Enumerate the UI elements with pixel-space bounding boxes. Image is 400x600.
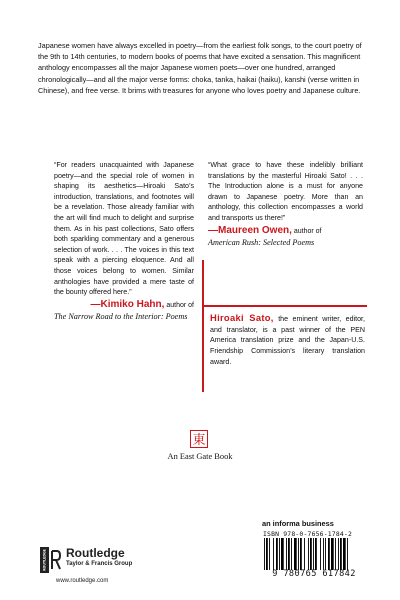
publisher-url[interactable]: www.routledge.com [56, 578, 109, 584]
publisher-name: Routledge [66, 546, 125, 560]
blurb-right-book: American Rush: Selected Poems [208, 237, 315, 247]
blurb-right-attribution [208, 225, 363, 248]
blurb-left-attribution [54, 299, 194, 322]
blurb-left-name: —Kimiko Hahn, [90, 298, 165, 310]
blurb-right [208, 160, 363, 248]
barcode-digits: 9 780765 617842 [272, 569, 356, 579]
barcode-icon [263, 538, 369, 570]
blurb-left [54, 160, 194, 322]
blurb-right-quote: “What grace to have these indelibly brilliant translations by the masterful Hiroaki Sato! . . . The Introduction alone is a must for anyone drawn to Japanese poetry. More than an anthology, this collection encompasses a world and transports us there!” [208, 161, 363, 222]
blurb-left-book: The Narrow Road to the Interior: Poems [54, 311, 188, 321]
bio-author-name: Hiroaki Sato, [210, 312, 274, 323]
routledge-logo-icon [40, 547, 62, 573]
author-bio [210, 313, 365, 368]
red-divider-vertical [202, 260, 204, 392]
isbn-text: ISBN 978-0-7656-1784-2 [263, 530, 353, 538]
intro-paragraph: Japanese women have always excelled in poetry—from the earliest folk songs, to the court poetry of the 9th to 14th centuries, to modern books of poems that have excited a sensation. This magnificent anthology encompasses all the major Japanese women poets—over one hundred, arranged chronologically—and all the major verse forms: choka, tanka, haikai (haiku), kanshi (verse written in Chinese), and free verse. It brims with treasures for anyone who loves poetry and Japanese culture. [38, 41, 362, 95]
routledge-side-text: ROUTLEDGE [42, 549, 47, 571]
blurb-right-author-of: author of [291, 227, 322, 235]
informa-tagline: an informa business [262, 519, 334, 528]
east-gate-logo-glyph: 東 [192, 433, 206, 448]
blurb-left-quote: “For readers unacquainted with Japanese poetry—and the special role of women in shaping its aesthetics—Hiroaki Sato’s introduction, translations, and footnotes will be a revelation. Those already familiar with the art will find much to delight and surprise them. As in his past collections, Sato offers both sparkling commentary and a generous selection of work. . . . The voices in this text speak with a piercing eloquence. And all those voices belong to women. Similar anthologies have provided a mere taste of the bounty offered here.” [54, 161, 194, 297]
publisher-group: Taylor & Francis Group [66, 561, 133, 567]
east-gate-logo-icon [190, 430, 208, 448]
imprint-label: An East Gate Book [167, 452, 233, 461]
bio-text: the eminent writer, editor, and translator, is a past winner of the PEN America translation prize and the Japan-U.S. Friendship Commission’s literary translation award. [210, 315, 365, 366]
blurb-right-name: —Maureen Owen, [208, 224, 292, 236]
blurb-left-author-of: author of [164, 301, 194, 309]
red-divider-horizontal [202, 305, 367, 307]
